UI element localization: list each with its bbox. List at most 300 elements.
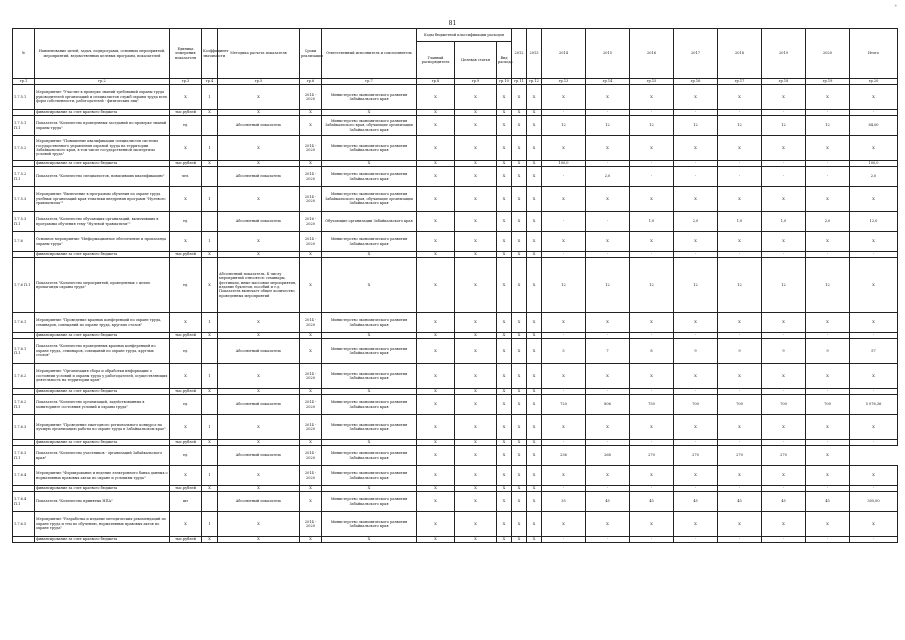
table-cell: 1.7.6 П.1 — [13, 258, 35, 313]
table-cell: - — [762, 110, 806, 116]
table-cell: X — [806, 187, 850, 212]
table-row — [13, 232, 898, 252]
table-cell: X — [202, 440, 218, 446]
column-number: гр.16 — [674, 79, 718, 85]
table-cell: - — [630, 110, 674, 116]
table-cell: X — [218, 161, 300, 167]
table-cell: финансирование за счет краевого бюджета — [35, 252, 170, 258]
table-cell: Министерство экономического развития Забайкальского края — [322, 136, 417, 161]
table-cell: X — [455, 364, 497, 389]
table-row — [13, 116, 898, 136]
header-year-2015: 2015 — [586, 29, 630, 79]
table-row — [13, 415, 898, 440]
table-cell: 750 — [630, 395, 674, 415]
table-cell: X — [762, 364, 806, 389]
table-cell: X — [455, 252, 497, 258]
header-year-2014: 2014 — [542, 29, 586, 79]
table-cell: 1.7.6.1 — [13, 313, 35, 333]
table-cell: X — [527, 232, 542, 252]
table-cell: - — [674, 440, 718, 446]
table-cell: 100,0 — [850, 161, 898, 167]
table-cell: X — [512, 161, 527, 167]
table-cell: X — [630, 512, 674, 537]
table-cell: X — [417, 512, 455, 537]
table-cell: X — [455, 136, 497, 161]
column-number: гр.15 — [630, 79, 674, 85]
table-cell: 12 — [806, 258, 850, 313]
table-cell: X — [455, 440, 497, 446]
table-cell: X — [527, 116, 542, 136]
table-cell: X — [850, 136, 898, 161]
table-cell: ед. — [170, 116, 202, 136]
table-cell: - — [542, 389, 586, 395]
table-cell: 305,00 — [850, 492, 898, 512]
table-cell: X — [630, 466, 674, 486]
table-cell: - — [586, 440, 630, 446]
table-cell: 9 — [762, 339, 806, 364]
table-cell: X — [527, 313, 542, 333]
column-number: гр.19 — [806, 79, 850, 85]
table-cell: - — [630, 537, 674, 543]
table-cell: X — [417, 364, 455, 389]
table-cell: X — [322, 389, 417, 395]
table-cell: X — [542, 512, 586, 537]
column-number: гр.9 — [455, 79, 497, 85]
table-cell: X — [455, 389, 497, 395]
table-cell: тыс.рублей — [170, 110, 202, 116]
table-cell: 9 — [718, 339, 762, 364]
table-cell: 700 — [718, 395, 762, 415]
table-cell: X — [806, 466, 850, 486]
table-cell: - — [762, 167, 806, 187]
column-number: гр.12 — [527, 79, 542, 85]
table-cell: X — [170, 512, 202, 537]
table-cell: X — [497, 466, 512, 486]
table-cell: 1.7.6.4 — [13, 466, 35, 486]
table-cell: 1.7.6.2 — [13, 364, 35, 389]
table-cell: Министерство экономического развития Забайкальского края — [322, 415, 417, 440]
header-year-2019: 2019 — [762, 29, 806, 79]
table-row — [13, 446, 898, 466]
table-cell: - — [586, 161, 630, 167]
table-cell: X — [850, 466, 898, 486]
table-cell: X — [718, 187, 762, 212]
table-cell: X — [527, 395, 542, 415]
table-cell: X — [497, 258, 512, 313]
table-cell: X — [218, 466, 300, 486]
table-cell: X — [417, 167, 455, 187]
table-cell: X — [455, 415, 497, 440]
table-cell: X — [322, 252, 417, 258]
table-cell: X — [455, 232, 497, 252]
table-cell: X — [850, 512, 898, 537]
column-number: гр.6 — [300, 79, 322, 85]
table-cell: 1.7.6.3 — [13, 415, 35, 440]
table-cell: - — [850, 537, 898, 543]
table-cell: X — [850, 313, 898, 333]
table-cell — [202, 492, 218, 512]
table-cell: X — [497, 512, 512, 537]
table-cell: Мероприятие "Проведение ежегодного регионального конкурса на лучшую организацию работы по охране труда в Забайкальском крае" — [35, 415, 170, 440]
table-cell: Мероприятие "Организация сбора и обработки информации о состоянии условий и охраны труда у работодателей, осуществляющих деятельность на территории края" — [35, 364, 170, 389]
table-cell: X — [542, 415, 586, 440]
header-no: № — [13, 29, 35, 79]
table-cell: X — [417, 389, 455, 395]
table-cell: X — [417, 212, 455, 232]
table-cell: X — [497, 136, 512, 161]
table-cell: - — [718, 333, 762, 339]
table-cell: Министерство экономического развития Забайкальского края — [322, 446, 417, 466]
table-cell: X — [718, 313, 762, 333]
table-cell: чел. — [170, 167, 202, 187]
table-cell: Министерство экономического развития Забайкальского края — [322, 466, 417, 486]
table-cell: 12 — [630, 258, 674, 313]
table-cell: X — [586, 136, 630, 161]
table-cell: X — [718, 85, 762, 110]
table-cell: X — [497, 116, 512, 136]
header-year-2016: 2016 — [630, 29, 674, 79]
table-cell: X — [300, 252, 322, 258]
table-cell: X — [718, 364, 762, 389]
table-cell: - — [806, 486, 850, 492]
table-cell: X — [762, 466, 806, 486]
table-cell: X — [497, 364, 512, 389]
table-cell: - — [542, 212, 586, 232]
header-year-2013: 2013 — [527, 29, 542, 79]
table-cell: X — [455, 492, 497, 512]
column-number: гр.1 — [13, 79, 35, 85]
table-cell — [202, 446, 218, 466]
table-row — [13, 136, 898, 161]
table-cell: X — [806, 313, 850, 333]
table-cell: финансирование за счет краевого бюджета — [35, 486, 170, 492]
table-cell: 720 — [542, 395, 586, 415]
table-cell: - — [542, 486, 586, 492]
header-year-2020: 2020 — [806, 29, 850, 79]
table-cell: X — [497, 486, 512, 492]
table-cell: X — [455, 85, 497, 110]
table-cell: X — [322, 110, 417, 116]
table-cell: X — [542, 232, 586, 252]
column-number: гр.7 — [322, 79, 417, 85]
table-cell: X — [630, 364, 674, 389]
table-cell: - — [806, 440, 850, 446]
table-cell: 270 — [674, 446, 718, 466]
table-cell: 35 — [542, 492, 586, 512]
table-cell: 1 — [202, 415, 218, 440]
table-cell: X — [170, 364, 202, 389]
table-cell: X — [300, 537, 322, 543]
header-year-2018: 2018 — [718, 29, 762, 79]
table-cell: - — [630, 440, 674, 446]
table-cell: X — [806, 364, 850, 389]
table-cell: 2014 - 2020 — [300, 512, 322, 537]
table-cell: 1,0 — [630, 212, 674, 232]
table-cell: X — [542, 466, 586, 486]
table-cell: 100,0 — [542, 161, 586, 167]
table-cell: X — [300, 440, 322, 446]
table-cell: X — [512, 116, 527, 136]
table-cell: X — [718, 512, 762, 537]
table-cell: X — [170, 313, 202, 333]
table-cell: - — [586, 537, 630, 543]
header-codes: Коды бюджетной классификации расходов — [417, 29, 512, 42]
table-cell: - — [630, 252, 674, 258]
table-cell: 1 — [202, 85, 218, 110]
table-cell: X — [586, 232, 630, 252]
table-cell: X — [512, 333, 527, 339]
table-cell: Показатель "Количество проведенных краевых конференций по охране труда, семинаров, совещаний по охране труда, круглых столов" — [35, 339, 170, 364]
table-cell: - — [850, 252, 898, 258]
table-cell: X — [202, 537, 218, 543]
table-cell: X — [527, 492, 542, 512]
table-cell: - — [674, 333, 718, 339]
table-cell: 1,0 — [718, 212, 762, 232]
column-number: гр.5 — [218, 79, 300, 85]
table-cell: X — [674, 313, 718, 333]
table-cell: X — [527, 187, 542, 212]
table-cell: - — [586, 389, 630, 395]
header-section: Целевая статья — [455, 42, 497, 79]
column-number: гр.17 — [718, 79, 762, 85]
table-cell: 12 — [586, 116, 630, 136]
table-cell: X — [512, 85, 527, 110]
table-cell: X — [202, 389, 218, 395]
table-cell: 12 — [542, 116, 586, 136]
table-cell: X — [497, 339, 512, 364]
table-cell: Министерство экономического развития Забайкальского края — [322, 512, 417, 537]
table-cell: - — [850, 486, 898, 492]
table-cell: X — [455, 110, 497, 116]
table-cell: тыс.рублей — [170, 389, 202, 395]
table-cell: 1.7.6.5 — [13, 512, 35, 537]
header-period: Сроки реализации — [300, 29, 322, 79]
table-cell: X — [202, 258, 218, 313]
table-cell: - — [630, 486, 674, 492]
table-cell: X — [218, 313, 300, 333]
table-cell: X — [674, 187, 718, 212]
table-cell: Абсолютный показатель — [218, 395, 300, 415]
table-cell: X — [512, 415, 527, 440]
table-cell: X — [674, 85, 718, 110]
table-cell: 12 — [806, 116, 850, 136]
table-cell: Министерство экономического развития Забайкальского края — [322, 492, 417, 512]
header-name: Наименование целей, задач, подпрограмм, основных мероприятий, мероприятий, ведомственных целевых программ, показателей — [35, 29, 170, 79]
table-cell: - — [586, 486, 630, 492]
table-cell: - — [850, 333, 898, 339]
table-cell: X — [322, 440, 417, 446]
table-cell: X — [218, 187, 300, 212]
table-cell: X — [674, 136, 718, 161]
table-cell: X — [527, 440, 542, 446]
table-cell: - — [806, 252, 850, 258]
table-cell: 12 — [674, 258, 718, 313]
table-cell: - — [542, 333, 586, 339]
table-cell: 45 — [762, 492, 806, 512]
table-cell: X — [850, 258, 898, 313]
table-cell: 1 — [202, 232, 218, 252]
table-cell: 2014 - 2020 — [300, 136, 322, 161]
financing-row — [13, 537, 898, 543]
table-cell: X — [417, 537, 455, 543]
column-number: гр.4 — [202, 79, 218, 85]
table-cell: 12 — [542, 258, 586, 313]
table-cell: X — [322, 161, 417, 167]
table-cell: X — [417, 313, 455, 333]
table-cell: X — [497, 252, 512, 258]
table-cell — [202, 167, 218, 187]
header-gr: Главный распорядитель — [417, 42, 455, 79]
column-number: гр.8 — [417, 79, 455, 85]
table-cell: ед. — [170, 446, 202, 466]
table-cell: X — [586, 364, 630, 389]
table-cell: X — [455, 339, 497, 364]
table-cell: - — [850, 110, 898, 116]
table-cell: X — [527, 339, 542, 364]
table-cell: X — [512, 389, 527, 395]
table-cell: X — [218, 232, 300, 252]
table-cell: X — [417, 136, 455, 161]
table-cell: X — [527, 252, 542, 258]
table-cell: X — [417, 110, 455, 116]
table-cell: X — [497, 389, 512, 395]
table-cell: X — [542, 85, 586, 110]
table-row — [13, 167, 898, 187]
table-cell: X — [497, 415, 512, 440]
table-cell: X — [762, 415, 806, 440]
table-cell: X — [718, 232, 762, 252]
table-cell: X — [512, 364, 527, 389]
table-cell: 2016 - 2020 — [300, 212, 322, 232]
table-cell: X — [527, 333, 542, 339]
table-cell: - — [806, 333, 850, 339]
table-cell: X — [455, 512, 497, 537]
table-cell: X — [218, 333, 300, 339]
table-cell: тыс.рублей — [170, 486, 202, 492]
table-cell: 1.7.5.2 — [13, 136, 35, 161]
table-cell: 2014 - 2020 — [300, 466, 322, 486]
table-cell: 1.7.6.4 П.1 — [13, 492, 35, 512]
table-cell: 270 — [762, 446, 806, 466]
table-cell: финансирование за счет краевого бюджета — [35, 333, 170, 339]
table-cell: X — [527, 258, 542, 313]
column-number: гр.13 — [542, 79, 586, 85]
table-cell: X — [455, 187, 497, 212]
table-cell: X — [718, 136, 762, 161]
table-cell: Министерство экономического развития Забайкальского края — [322, 313, 417, 333]
table-cell: X — [300, 116, 322, 136]
table-cell: X — [300, 492, 322, 512]
table-cell: X — [218, 537, 300, 543]
table-cell: X — [218, 136, 300, 161]
table-cell: X — [497, 161, 512, 167]
table-cell: - — [542, 110, 586, 116]
table-cell: X — [542, 187, 586, 212]
table-cell: 700 — [806, 395, 850, 415]
table-cell: X — [718, 415, 762, 440]
table-cell: X — [542, 364, 586, 389]
table-cell: 2014 - 2020 — [300, 364, 322, 389]
table-cell: X — [806, 136, 850, 161]
table-cell: X — [455, 466, 497, 486]
table-cell: Показатель "Количество участников - организаций Забайкальского края" — [35, 446, 170, 466]
table-cell: 2014 - 2020 — [300, 415, 322, 440]
table-cell: 2014 - 2020 — [300, 232, 322, 252]
table-cell: X — [170, 232, 202, 252]
table-cell: X — [218, 440, 300, 446]
table-cell: X — [170, 466, 202, 486]
table-cell: - — [674, 537, 718, 543]
column-number: гр.14 — [586, 79, 630, 85]
table-cell: X — [674, 415, 718, 440]
table-cell: X — [527, 161, 542, 167]
table-cell: - — [806, 167, 850, 187]
table-cell: X — [170, 187, 202, 212]
table-cell — [202, 212, 218, 232]
table-cell: X — [497, 187, 512, 212]
table-cell: Мероприятие "Участие в проверке знаний требований охраны труда руководителей организаций и специалистов служб охраны труда всех форм собственности, работодателей - физических лиц" — [35, 85, 170, 110]
table-cell: тыс.рублей — [170, 537, 202, 543]
table-row — [13, 313, 898, 333]
table-cell: X — [497, 232, 512, 252]
table-cell: Министерство экономического развития Забайкальского края, обучающие организации Забайкальского края — [322, 116, 417, 136]
table-row — [13, 85, 898, 110]
table-row — [13, 212, 898, 232]
table-cell: X — [497, 212, 512, 232]
table-cell: - — [718, 486, 762, 492]
table-cell: Обучающие организации Забайкальского края — [322, 212, 417, 232]
table-cell: X — [455, 446, 497, 466]
table-cell: Показатель "Количество специалистов, повысивших квалификацию" — [35, 167, 170, 187]
table-cell: 8 — [630, 339, 674, 364]
table-cell: X — [512, 212, 527, 232]
table-cell: - — [806, 389, 850, 395]
table-cell: X — [512, 440, 527, 446]
table-cell: 2014 - 2020 — [300, 395, 322, 415]
table-cell: X — [806, 512, 850, 537]
table-cell: - — [762, 161, 806, 167]
table-cell: тыс.рублей — [170, 333, 202, 339]
table-cell: X — [512, 232, 527, 252]
table-cell: 1.7.5.1 — [13, 85, 35, 110]
table-cell: X — [497, 537, 512, 543]
table-cell: 1.7.5.3 П.1 — [13, 212, 35, 232]
header-method: Методика расчета показателя — [218, 29, 300, 79]
table-cell: - — [674, 389, 718, 395]
table-cell: 2014 - 2020 — [300, 446, 322, 466]
table-cell: X — [630, 232, 674, 252]
header-coef: Коэффициент значимости — [202, 29, 218, 79]
table-cell: X — [417, 232, 455, 252]
table-cell: X — [512, 395, 527, 415]
table-cell: X — [762, 136, 806, 161]
table-cell: Мероприятие "Повышение квалификации специалистов системы государственного управления охраной труда на территории Забайкальского края, в том числе государственной экспертизы условий труда" — [35, 136, 170, 161]
table-cell: X — [417, 395, 455, 415]
table-cell: X — [512, 313, 527, 333]
table-cell: X — [417, 161, 455, 167]
table-cell: X — [218, 364, 300, 389]
table-cell: X — [300, 339, 322, 364]
table-cell: X — [417, 252, 455, 258]
table-row — [13, 364, 898, 389]
table-row — [13, 339, 898, 364]
table-cell: X — [512, 492, 527, 512]
table-cell: X — [586, 85, 630, 110]
table-cell: ед. — [170, 258, 202, 313]
column-number: гр.3 — [170, 79, 202, 85]
table-cell: X — [630, 313, 674, 333]
table-cell: 45 — [718, 492, 762, 512]
